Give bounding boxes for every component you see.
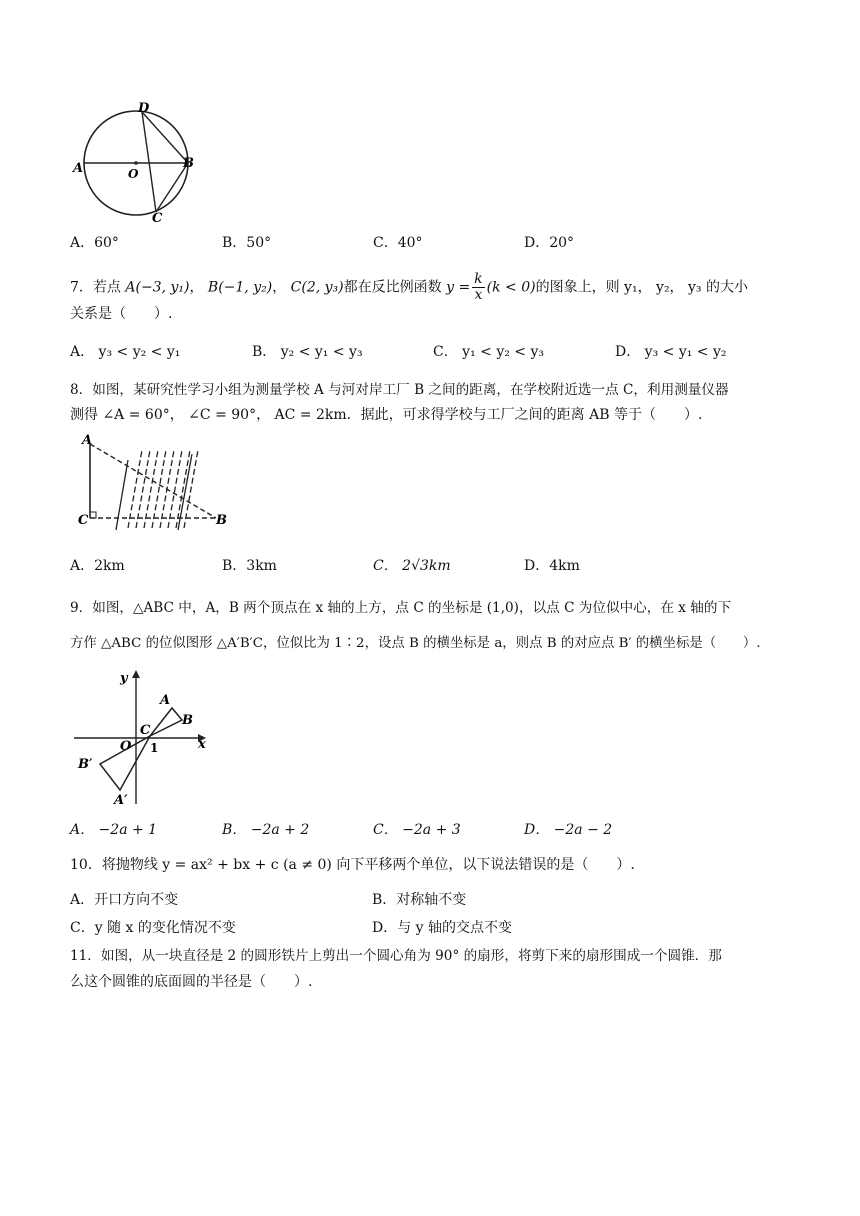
q6-label-c: C <box>152 211 163 224</box>
q6-circle-figure <box>66 100 200 224</box>
q7-option-a: A． y₃ < y₂ < y₁ <box>70 344 181 360</box>
q6-option-b: B．50° <box>222 235 272 251</box>
q7-tail: 的图象上，则 y₁， y₂， y₃ 的大小 <box>535 279 748 296</box>
q7-func-lhs: y = <box>446 279 471 296</box>
q7-stem-line2: 关系是（ ）. <box>70 306 173 322</box>
q7-prefix: 7．若点 <box>70 279 121 296</box>
q8-label-c: C <box>78 513 89 528</box>
q11-stem-line2: 么这个圆锥的底面圆的半径是（ ）. <box>70 974 313 990</box>
q8-option-c: C． 2√3km <box>373 558 451 574</box>
q9-option-b: B． −2a + 2 <box>222 822 310 838</box>
q7-option-c: C． y₁ < y₂ < y₃ <box>433 344 544 360</box>
q8-label-a: A <box>82 433 93 448</box>
q9-option-d: D． −2a − 2 <box>524 822 613 838</box>
q6-option-d: D．20° <box>524 235 575 251</box>
q8-option-a: A．2km <box>70 558 125 574</box>
q10-stem: 10．将抛物线 y = ax² + bx + c (a ≠ 0) 向下平移两个单位，以下说法错误的是（ ）. <box>70 857 635 873</box>
q6-option-c: C．40° <box>373 235 423 251</box>
q7-frac-top: k <box>474 271 483 287</box>
q6-option-a: A．60° <box>70 235 119 251</box>
q9-stem-line2: 方作 △ABC 的位似图形 △A′B′C，位似比为 1∶2，设点 B 的横坐标是 a，则点 B 的对应点 B′ 的横坐标是（ ）. <box>70 636 761 651</box>
q8-option-b: B．3km <box>222 558 277 574</box>
q9-label-x: x <box>198 737 206 752</box>
q7-func-cond: (k < 0) <box>486 279 536 296</box>
q7-stem-line1: 7．若点 A(−3, y₁)， B(−1, y₂)， C(2, y₃)都在反比例函数 y = $\frac{k}{x}$ (k < 0)的图象上，则 y₁， y₂， y₃ 的大小 <box>70 271 748 303</box>
q9-label-a: A <box>160 693 171 708</box>
q8-stem-line1: 8．如图，某研究性学习小组为测量学校 A 与河对岸工厂 B 之间的距离，在学校附近选一点 C，利用测量仪器 <box>70 382 729 398</box>
q9-option-c: C． −2a + 3 <box>373 822 461 838</box>
q9-label-b-prime: B′ <box>78 757 93 772</box>
q9-label-one: 1 <box>150 741 159 755</box>
q7-point-c: C(2, y₃) <box>290 279 344 296</box>
q9-label-o: O <box>120 739 132 754</box>
q9-coordinate-figure <box>70 664 220 808</box>
q8-option-d: D．4km <box>524 558 580 574</box>
q8-river-figure <box>70 432 230 540</box>
q7-frac-bot: x <box>474 287 483 303</box>
q9-stem-line1: 9．如图，△ABC 中，A，B 两个顶点在 x 轴的上方，点 C 的坐标是 (1,0)，以点 C 为位似中心，在 x 轴的下 <box>70 600 732 616</box>
q6-label-a: A <box>73 161 84 176</box>
q10-option-d: D．与 y 轴的交点不变 <box>372 920 513 936</box>
q7-option-d: D． y₃ < y₁ < y₂ <box>615 344 727 360</box>
q10-option-b: B．对称轴不变 <box>372 892 467 908</box>
q6-label-o: O <box>128 167 139 181</box>
q10-option-c: C．y 随 x 的变化情况不变 <box>70 920 236 936</box>
q7-option-b: B． y₂ < y₁ < y₃ <box>252 344 363 360</box>
q7-point-a: A(−3, y₁) <box>125 279 190 296</box>
q9-label-c: C <box>140 723 151 738</box>
q9-label-a-prime: A′ <box>114 793 128 808</box>
q6-label-d: D <box>138 101 150 116</box>
q9-label-b: B <box>182 713 193 728</box>
q11-stem-line1: 11．如图，从一块直径是 2 的圆形铁片上剪出一个圆心角为 90° 的扇形，将剪下来的扇形围成一个圆锥．那 <box>70 948 722 964</box>
q7-fraction <box>472 272 484 303</box>
q8-label-b: B <box>216 513 227 528</box>
q7-point-b: B(−1, y₂) <box>207 279 273 296</box>
q6-label-b: B <box>183 156 194 171</box>
q10-option-a: A．开口方向不变 <box>70 892 179 908</box>
q8-stem-line2: 测得 ∠A = 60°， ∠C = 90°， AC = 2km．据此，可求得学校与工厂之间的距离 AB 等于（ ）. <box>70 407 703 423</box>
q9-label-y: y <box>120 671 128 686</box>
q9-option-a: A． −2a + 1 <box>70 822 158 838</box>
q7-mid: 都在反比例函数 <box>343 279 442 296</box>
